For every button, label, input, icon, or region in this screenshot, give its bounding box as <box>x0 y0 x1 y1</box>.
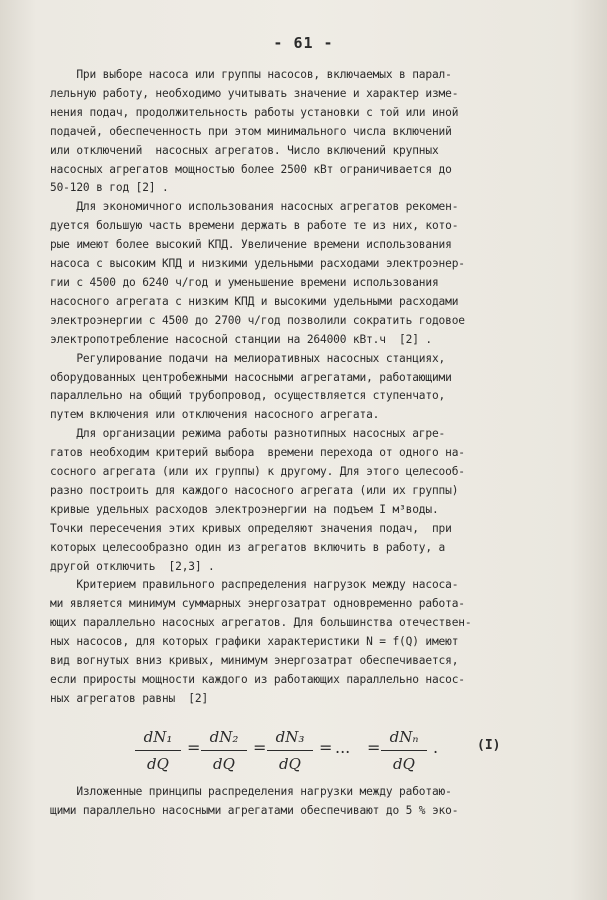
text-line: 50-120 в год [2] . <box>50 181 169 195</box>
text-line: Критерием правильного распределения нагрузок между насоса- <box>50 578 459 592</box>
fraction-denominator: dQ <box>393 755 415 773</box>
fraction-numerator: dN₁ <box>143 728 173 746</box>
text-line: насосных агрегатов мощностью более 2500 кВт ограничивается до <box>50 162 452 176</box>
ellipsis: ... <box>335 738 351 757</box>
text-line: электроэнергии с 4500 до 2700 ч/год позволили сократить годовое <box>50 313 465 327</box>
text-line: Для организации режима работы разнотипных насосных агре- <box>50 427 446 441</box>
text-line: если приросты мощности каждого из работающих параллельно насос- <box>50 673 465 686</box>
text-line: рые имеют более высокий КПД. Увеличение времени использования <box>50 238 452 252</box>
fraction-bar <box>135 750 181 751</box>
fraction-numerator: dNₙ <box>389 728 419 746</box>
text-line: сосного агрегата (или их группы) к другому. Для этого целесооб- <box>50 465 465 479</box>
fraction-3 <box>267 726 313 775</box>
body-text <box>50 66 570 709</box>
text-line: параллельно на общий трубопровод, осуществляется ступенчато, <box>50 389 446 403</box>
fraction-bar <box>267 750 313 751</box>
text-line: или отключений насосных агрегатов. Число включений крупных <box>50 143 439 157</box>
text-line: которых целесообразно один из агрегатов включить в работу, а <box>50 540 446 554</box>
equals-sign: = <box>319 738 333 757</box>
equation <box>135 726 505 778</box>
text-line: насосного агрегата с низким КПД и высокими удельными расходами <box>50 294 459 308</box>
text-line: вид вогнутых вниз кривых, минимум энергозатрат обеспечивается, <box>50 654 459 668</box>
text-line: гатов необходим критерий выбора времени перехода от одного на- <box>50 446 465 460</box>
equals-sign: = <box>253 738 267 757</box>
fraction-2 <box>201 726 247 775</box>
text-line: Регулирование подачи на мелиоративных насосных станциях, <box>50 351 446 365</box>
fraction-numerator: dN₂ <box>209 728 239 746</box>
fraction-1 <box>135 726 181 775</box>
equals-sign: = <box>367 738 381 757</box>
text-line: Изложенные принципы распределения нагрузки между работаю- <box>50 785 452 798</box>
fraction-bar <box>201 750 247 751</box>
text-line: Для экономичного использования насосных агрегатов рекомен- <box>50 200 459 214</box>
text-line: разно построить для каждого насосного агрегата (или их группы) <box>50 483 459 497</box>
text-line: Точки пересечения этих кривых определяют значения подач, при <box>50 521 452 535</box>
text-line: насоса с высоким КПД и низкими удельными расходами электроэнер- <box>50 257 465 271</box>
text-line: ных насосов, для которых графики характеристики N = f(Q) имеют <box>50 635 459 649</box>
fraction-bar <box>381 750 427 751</box>
text-line: оборудованных центробежными насосными агрегатами, работающими <box>50 370 452 384</box>
fraction-denominator: dQ <box>279 755 301 773</box>
fraction-denominator: dQ <box>213 755 235 773</box>
text-line: щими параллельно насосными агрегатами обеспечивают до 5 % эко- <box>50 803 459 817</box>
text-line: ных агрегатов равны [2] <box>50 691 209 705</box>
text-line: нения подач, продолжительность работы установки с той или иной <box>50 105 459 119</box>
equals-sign: = <box>187 738 201 757</box>
body-text-continued <box>50 783 570 821</box>
fraction-numerator: dN₃ <box>275 728 305 746</box>
equation-number: (I) <box>477 738 501 753</box>
text-line: подачей, обеспеченность при этом минимального числа включений <box>50 124 452 138</box>
text-line: ми является минимум суммарных энергозатрат одновременно работа- <box>50 597 465 611</box>
text-line: кривые удельных расходов электроэнергии на подъем I м³воды. <box>50 502 439 516</box>
text-line: лельную работу, необходимо учитывать значение и характер изме- <box>50 86 459 100</box>
text-line: другой отключить [2,3] . <box>50 559 215 573</box>
text-line: При выборе насоса или группы насосов, включаемых в парал- <box>50 68 452 81</box>
text-line: ющих параллельно насосных агрегатов. Для большинства отечествен- <box>50 616 472 630</box>
text-line: путем включения или отключения насосного агрегата. <box>50 408 380 422</box>
fraction-denominator: dQ <box>147 755 169 773</box>
page-number: - 61 - <box>273 34 334 52</box>
fraction-4 <box>381 726 427 775</box>
text-line: электропотребление насосной станции на 264000 кВт.ч [2] . <box>50 332 432 346</box>
text-line: гии с 4500 до 6240 ч/год и уменьшение времени использования <box>50 275 439 289</box>
text-line: дуется большую часть времени держать в работе те из них, кото- <box>50 219 459 233</box>
equation-period: . <box>433 738 439 757</box>
